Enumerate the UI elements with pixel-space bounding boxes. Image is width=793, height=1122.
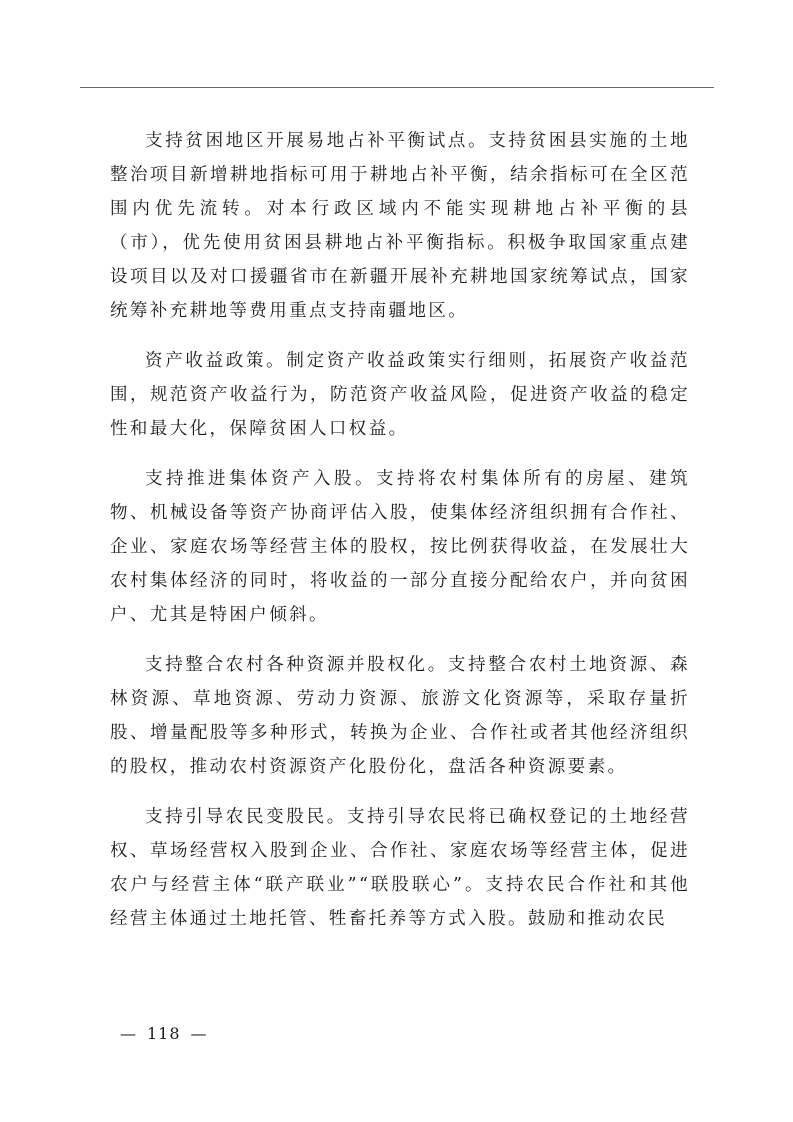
footer-dash-right: — <box>190 1024 208 1043</box>
page-number: 118 <box>147 1024 181 1043</box>
paragraph-4: 支持整合农村各种资源并股权化。支持整合农村土地资源、森林资源、草地资源、劳动力资源、旅游文化资源等，采取存量折股、增量配股等多种形式，转换为企业、合作社或者其他经济组织的股权，推动农村资源资产化股份化，盘活各种资源要素。 <box>110 655 690 777</box>
footer-dash-left: — <box>120 1024 137 1043</box>
paragraph-2: 资产收益政策。制定资产收益政策实行细则，拓展资产收益范围，规范资产收益行为，防范资产收益风险，促进资产收益的稳定性和最大化，保障贫困人口权益。 <box>110 351 690 439</box>
header-rule <box>80 87 714 88</box>
page-footer <box>110 1024 218 1043</box>
paragraph-1: 支持贫困地区开展易地占补平衡试点。支持贫困县实施的土地整治项目新增耕地指标可用于耕地占补平衡，结余指标可在全区范围内优先流转。对本行政区域内不能实现耕地占补平衡的县（市），优先使用贫困县耕地占补平衡指标。积极争取国家重点建设项目以及对口援疆省市在新疆开展补充耕地国家统筹试点，国家统筹补充耕地等费用重点支持南疆地区。 <box>110 131 690 321</box>
document-body <box>110 124 690 952</box>
paragraph-3: 支持推进集体资产入股。支持将农村集体所有的房屋、建筑物、机械设备等资产协商评估入股，使集体经济组织拥有合作社、企业、家庭农场等经营主体的股权，按比例获得收益，在发展壮大农村集体经济的同时，将收益的一部分直接分配给农户，并向贫困户、尤其是特困户倾斜。 <box>110 469 690 625</box>
paragraph-5: 支持引导农民变股民。支持引导农民将已确权登记的土地经营权、草场经营权入股到企业、合作社、家庭农场等经营主体，促进农户与经营主体“联产联业”“联股联心”。支持农民合作社和其他经营主体通过土地托管、牲畜托养等方式入股。鼓励和推动农民 <box>110 807 690 929</box>
